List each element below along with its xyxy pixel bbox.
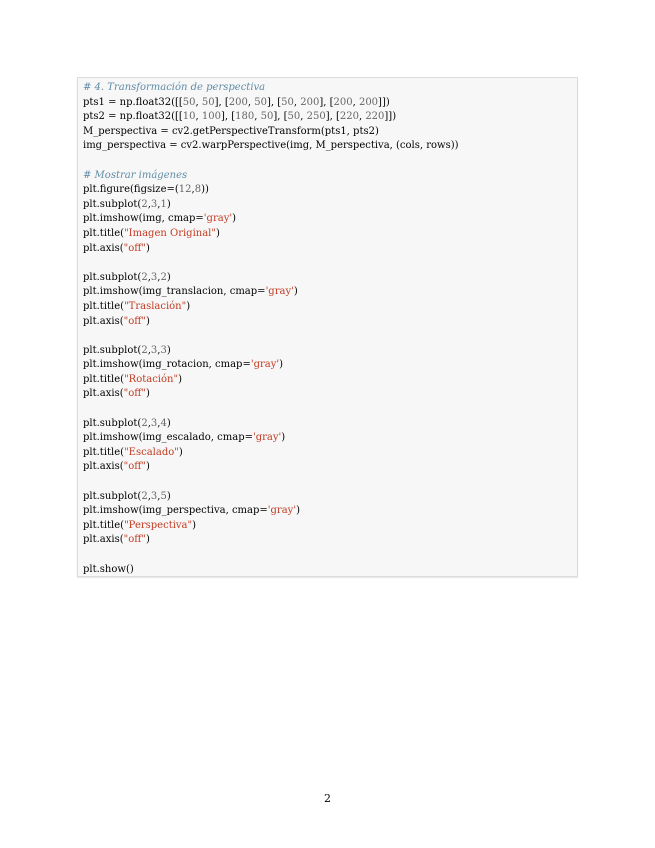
code-line <box>83 358 459 373</box>
code-line <box>83 154 459 169</box>
code-token: 'gray' <box>250 359 280 371</box>
code-line <box>83 490 459 505</box>
code-token: ]]) <box>378 96 390 108</box>
code-token: ) <box>145 534 150 546</box>
code-block <box>77 77 578 577</box>
code-line <box>83 227 459 242</box>
code-token: 4 <box>160 417 167 429</box>
code-token: 3 <box>160 344 167 356</box>
code-token: plt.axis( <box>83 461 124 473</box>
code-token: plt.imshow(img_translacion, cmap= <box>83 286 266 298</box>
code-line <box>83 460 459 475</box>
code-token: ) <box>178 446 183 458</box>
code-token: 'gray' <box>203 213 233 225</box>
code-token: 10 <box>182 111 196 123</box>
code-token: plt.subplot( <box>83 271 142 283</box>
code-line <box>83 417 459 432</box>
code-token: 2 <box>141 271 148 283</box>
code-line <box>83 446 459 461</box>
code-token: 50 <box>260 111 274 123</box>
code-token: "Traslación" <box>124 300 187 312</box>
code-token: plt.axis( <box>83 315 124 327</box>
code-token: 3 <box>150 198 158 210</box>
code-token: 12 <box>178 184 192 196</box>
code-token: 'gray' <box>267 505 297 517</box>
code-token: # Mostrar imágenes <box>83 169 188 181</box>
code-line <box>83 96 459 111</box>
code-token: 2 <box>141 417 148 429</box>
code-token: plt.subplot( <box>83 198 142 210</box>
code-token: ) <box>166 271 171 283</box>
code-token: , <box>147 344 151 356</box>
code-token: plt.axis( <box>83 242 124 254</box>
code-line <box>83 563 459 578</box>
code-line <box>83 183 459 198</box>
code-token: plt.title( <box>83 519 125 531</box>
code-line <box>83 169 459 184</box>
code-token: "off" <box>123 388 146 400</box>
code-token: plt.figure(figsize=( <box>83 184 179 196</box>
code-line <box>83 431 459 446</box>
code-token: , <box>157 198 161 210</box>
code-token: 2 <box>141 490 148 502</box>
code-line <box>83 256 459 271</box>
code-token: ) <box>145 242 150 254</box>
code-token: , <box>147 490 151 502</box>
code-token: # 4. Transformación de perspectiva <box>83 82 266 93</box>
code-token: 8 <box>194 184 202 196</box>
code-token: ) <box>293 286 298 298</box>
code-line <box>83 139 459 154</box>
code-token: plt.title( <box>83 227 125 239</box>
code-token: 'gray' <box>265 286 294 298</box>
code-line <box>83 329 459 344</box>
code-token: ) <box>178 373 182 385</box>
code-line <box>83 315 459 330</box>
code-token: 3 <box>150 490 158 502</box>
code-token: 'gray' <box>253 432 282 444</box>
code-token: 50 <box>281 96 294 108</box>
code-token: ) <box>281 432 286 444</box>
code-token: plt.imshow(img_rotacion, cmap= <box>83 359 251 371</box>
code-line <box>83 344 459 359</box>
code-token: ], [ <box>319 96 334 108</box>
code-token: 220 <box>365 111 385 123</box>
code-token: , <box>147 417 151 429</box>
code-token: , <box>254 111 261 123</box>
code-line <box>83 212 459 227</box>
code-token: plt.subplot( <box>83 417 142 429</box>
code-line <box>83 402 459 417</box>
code-line <box>83 81 459 96</box>
code-token: ], [ <box>220 111 236 123</box>
code-token: ) <box>279 359 284 371</box>
code-listing <box>83 81 459 577</box>
code-token: ) <box>186 300 191 312</box>
code-token: pts1 = np.float32([[ <box>83 96 183 108</box>
code-token: , <box>195 96 202 108</box>
code-token: 50 <box>201 96 215 108</box>
code-token: , <box>157 417 161 429</box>
code-token: plt.axis( <box>83 388 124 400</box>
code-token: ) <box>145 461 150 473</box>
code-token: plt.imshow(img, cmap= <box>83 213 204 225</box>
code-token: 50 <box>254 96 267 108</box>
page-number: 2 <box>324 792 331 805</box>
code-token: ]]) <box>384 111 397 123</box>
code-token: plt.imshow(img_perspectiva, cmap= <box>83 505 268 517</box>
code-token: , <box>293 96 301 108</box>
code-token: ) <box>145 388 150 400</box>
code-token: , <box>195 111 202 123</box>
code-token: 100 <box>201 111 221 123</box>
code-token: )) <box>201 184 209 196</box>
code-line <box>83 504 459 519</box>
code-token: ) <box>232 213 236 225</box>
code-token: 3 <box>150 344 158 356</box>
code-token: 200 <box>358 96 379 108</box>
code-token: 180 <box>235 111 255 123</box>
code-token: , <box>157 490 161 502</box>
code-line <box>83 387 459 402</box>
code-token: plt.subplot( <box>83 490 142 502</box>
code-token: plt.title( <box>83 446 125 458</box>
code-token: 2 <box>160 271 167 283</box>
code-token: ) <box>166 490 171 502</box>
code-token: , <box>157 344 161 356</box>
code-token: img_perspectiva = cv2.warpPerspective(img, M_perspectiva, (cols, rows)) <box>83 140 459 152</box>
code-token: , <box>157 271 161 283</box>
code-token: ], [ <box>273 111 288 123</box>
code-line <box>83 300 459 315</box>
code-token: "Escalado" <box>124 446 179 458</box>
code-token: , <box>300 111 307 123</box>
code-line <box>83 110 459 125</box>
code-token: 5 <box>160 490 167 502</box>
code-token: 200 <box>333 96 353 108</box>
code-line <box>83 548 459 563</box>
code-line <box>83 125 459 140</box>
code-line <box>83 373 459 388</box>
code-token: 1 <box>160 198 167 210</box>
code-token: ], [ <box>325 111 340 123</box>
code-line <box>83 198 459 213</box>
code-token: ) <box>145 315 150 327</box>
code-token: , <box>191 184 195 196</box>
code-token: "Imagen Original" <box>124 227 216 239</box>
code-token: ) <box>192 519 197 531</box>
code-token: 250 <box>306 111 326 123</box>
code-token: plt.axis( <box>83 534 124 546</box>
code-line <box>83 285 459 300</box>
code-line <box>83 242 459 257</box>
code-token: , <box>247 96 255 108</box>
code-token: , <box>352 96 359 108</box>
code-token: ], [ <box>266 96 282 108</box>
code-token: 200 <box>228 96 248 108</box>
code-token: ], [ <box>214 96 229 108</box>
code-line <box>83 533 459 548</box>
code-token: pts2 = np.float32([[ <box>83 111 183 123</box>
code-token: 3 <box>150 417 158 429</box>
code-token: "off" <box>123 242 146 254</box>
code-token: plt.show() <box>83 563 134 575</box>
code-token: "off" <box>123 461 146 473</box>
code-token: 220 <box>339 111 359 123</box>
code-token: "Perspectiva" <box>124 519 193 531</box>
code-token: , <box>147 271 151 283</box>
code-line <box>83 475 459 490</box>
code-token: "Rotación" <box>124 373 179 385</box>
code-token: ) <box>296 505 300 517</box>
code-token: 200 <box>300 96 320 108</box>
code-token: 50 <box>182 96 196 108</box>
code-token: 3 <box>150 271 158 283</box>
code-token: plt.imshow(img_escalado, cmap= <box>83 432 253 444</box>
code-token: ) <box>215 227 220 239</box>
code-token: , <box>358 111 366 123</box>
code-token: plt.title( <box>83 373 125 385</box>
code-token: "off" <box>123 315 146 327</box>
code-token: "off" <box>123 534 146 546</box>
code-token: , <box>147 198 151 210</box>
code-token: ) <box>166 344 171 356</box>
code-token: plt.title( <box>83 300 125 312</box>
code-token: 50 <box>287 111 301 123</box>
code-token: 2 <box>141 344 148 356</box>
code-token: ) <box>166 198 171 210</box>
code-token: ) <box>166 417 171 429</box>
code-token: 2 <box>141 198 148 210</box>
code-token: plt.subplot( <box>83 344 142 356</box>
code-line <box>83 271 459 286</box>
code-line <box>83 519 459 534</box>
code-token: M_perspectiva = cv2.getPerspectiveTransform(pts1, pts2) <box>83 125 379 137</box>
